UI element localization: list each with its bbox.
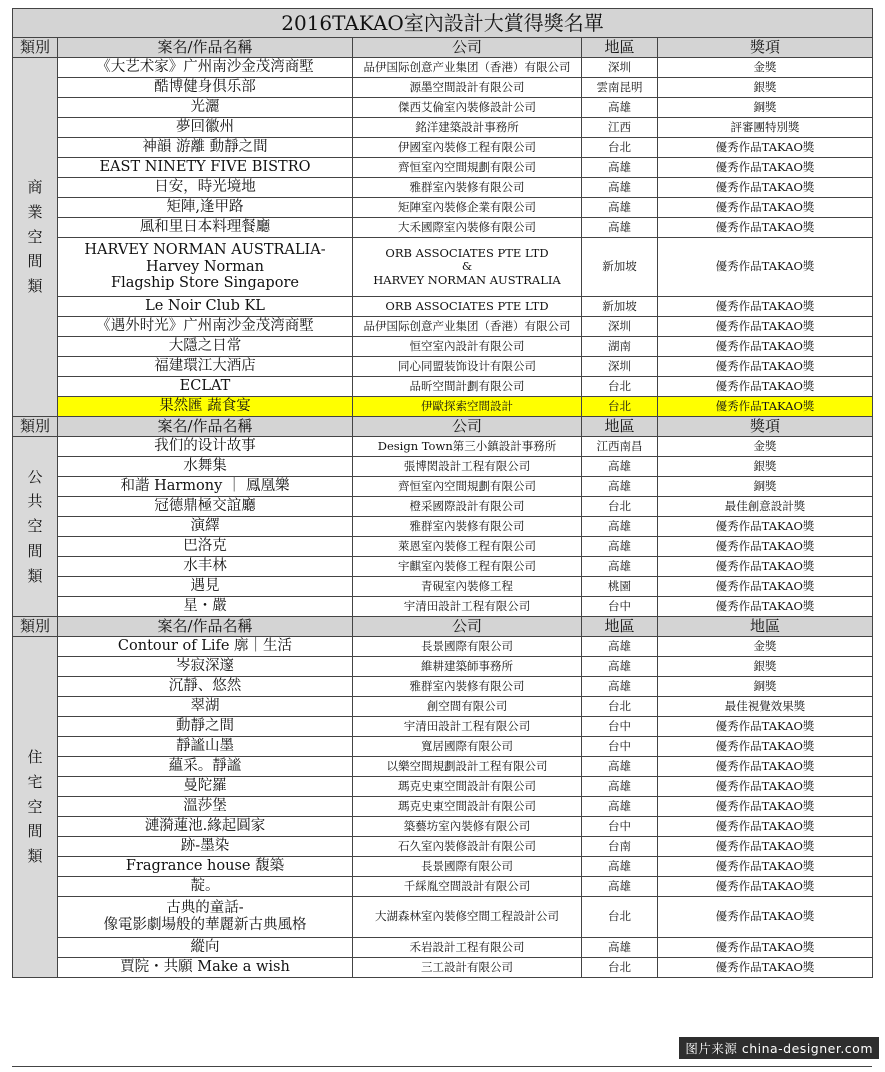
company-name: 品昕空間計劃有限公司 [353, 377, 582, 397]
header-row [13, 417, 873, 437]
category-cell [13, 58, 58, 417]
header-name: 案名/作品名稱 [58, 417, 353, 437]
entry-name [58, 238, 353, 297]
table-row [13, 58, 873, 78]
entry-name-line: HARVEY NORMAN AUSTRALIA-Harvey Norman [84, 241, 326, 275]
table-row [13, 218, 873, 238]
table-row [13, 958, 873, 978]
company-name: 萊恩室內裝修工程有限公司 [353, 537, 582, 557]
table-row [13, 477, 873, 497]
entry-name: 《大艺术家》广州南沙金茂湾商墅 [58, 58, 353, 78]
company-name: 雅群室內裝修有限公司 [353, 517, 582, 537]
entry-name: 冠德鼎極交誼廳 [58, 497, 353, 517]
table-row [13, 697, 873, 717]
header-award: 獎項 [658, 417, 873, 437]
header-row [13, 617, 873, 637]
entry-name: 和諧 Harmony ｜ 鳳凰樂 [58, 477, 353, 497]
entry-name: 溫莎堡 [58, 797, 353, 817]
company-name: 銘洋建築設計事務所 [353, 118, 582, 138]
table-row [13, 457, 873, 477]
award: 優秀作品TAKAO獎 [658, 158, 873, 178]
award: 優秀作品TAKAO獎 [658, 397, 873, 417]
header-name: 案名/作品名稱 [58, 38, 353, 58]
region: 高雄 [582, 477, 658, 497]
region: 高雄 [582, 637, 658, 657]
company-name: 寬居國際有限公司 [353, 737, 582, 757]
table-row [13, 158, 873, 178]
company-name: 青硯室內裝修工程 [353, 577, 582, 597]
company-name: ORB ASSOCIATES PTE LTD [353, 297, 582, 317]
company-name: 創空間有限公司 [353, 697, 582, 717]
region: 高雄 [582, 677, 658, 697]
award-list-sheet [12, 8, 872, 978]
award: 優秀作品TAKAO獎 [658, 517, 873, 537]
company-name [353, 238, 582, 297]
entry-name: Fragrance house 馥築 [58, 857, 353, 877]
region: 台南 [582, 837, 658, 857]
region: 高雄 [582, 218, 658, 238]
header-category: 類別 [13, 617, 58, 637]
region: 高雄 [582, 98, 658, 118]
entry-name: 演繹 [58, 517, 353, 537]
award: 優秀作品TAKAO獎 [658, 537, 873, 557]
region: 深圳 [582, 58, 658, 78]
header-region: 地區 [582, 417, 658, 437]
table-row [13, 357, 873, 377]
category-cell [13, 637, 58, 978]
header-row [13, 38, 873, 58]
entry-name: 翠湖 [58, 697, 353, 717]
table-row [13, 557, 873, 577]
entry-name: 我们的设计故事 [58, 437, 353, 457]
award: 金獎 [658, 637, 873, 657]
entry-name: Le Noir Club KL [58, 297, 353, 317]
award: 優秀作品TAKAO獎 [658, 198, 873, 218]
company-name: 雅群室內裝修有限公司 [353, 178, 582, 198]
company-name: 同心同盟装饰设计有限公司 [353, 357, 582, 377]
table-row [13, 817, 873, 837]
award: 優秀作品TAKAO獎 [658, 757, 873, 777]
region: 台北 [582, 397, 658, 417]
title-row [13, 9, 873, 38]
region: 高雄 [582, 877, 658, 897]
company-name: 築藝坊室內裝修有限公司 [353, 817, 582, 837]
region: 台北 [582, 497, 658, 517]
company-name: 三工設計有限公司 [353, 958, 582, 978]
company-name: 品伊国际创意产业集团（香港）有限公司 [353, 317, 582, 337]
award: 優秀作品TAKAO獎 [658, 597, 873, 617]
company-name: 雅群室內裝修有限公司 [353, 677, 582, 697]
entry-name: 大隱之日常 [58, 337, 353, 357]
table-row [13, 198, 873, 218]
entry-name: 蘊采。靜謐 [58, 757, 353, 777]
entry-name: 水丰林 [58, 557, 353, 577]
award: 優秀作品TAKAO獎 [658, 857, 873, 877]
entry-name: 酷博健身俱乐部 [58, 78, 353, 98]
category-label: 公共空間類 [27, 467, 43, 585]
company-name: 橙采國際設計有限公司 [353, 497, 582, 517]
award: 金獎 [658, 58, 873, 78]
award: 優秀作品TAKAO獎 [658, 797, 873, 817]
entry-name [58, 897, 353, 938]
table-row [13, 717, 873, 737]
award: 優秀作品TAKAO獎 [658, 817, 873, 837]
header-category: 類別 [13, 417, 58, 437]
award: 銀獎 [658, 457, 873, 477]
award: 優秀作品TAKAO獎 [658, 317, 873, 337]
entry-name: 巴洛克 [58, 537, 353, 557]
company-name: 張博閎設計工程有限公司 [353, 457, 582, 477]
award: 銅獎 [658, 477, 873, 497]
region: 台北 [582, 697, 658, 717]
header-award: 獎項 [658, 38, 873, 58]
award: 優秀作品TAKAO獎 [658, 297, 873, 317]
header-name: 案名/作品名稱 [58, 617, 353, 637]
region: 台中 [582, 597, 658, 617]
table-row [13, 377, 873, 397]
table-row [13, 877, 873, 897]
award: 優秀作品TAKAO獎 [658, 238, 873, 297]
region: 深圳 [582, 317, 658, 337]
table-row [13, 597, 873, 617]
table-row [13, 677, 873, 697]
company-name: 大湖森林室內裝修空間工程設計公司 [353, 897, 582, 938]
award: 最佳視覺效果獎 [658, 697, 873, 717]
company-name: 長景國際有限公司 [353, 857, 582, 877]
entry-name: 沉靜、悠然 [58, 677, 353, 697]
award: 優秀作品TAKAO獎 [658, 958, 873, 978]
table-row [13, 938, 873, 958]
entry-name: 動靜之間 [58, 717, 353, 737]
award: 優秀作品TAKAO獎 [658, 178, 873, 198]
company-name: 伊國室內裝修工程有限公司 [353, 138, 582, 158]
award: 優秀作品TAKAO獎 [658, 737, 873, 757]
region: 深圳 [582, 357, 658, 377]
table-row [13, 577, 873, 597]
table-row [13, 78, 873, 98]
award: 優秀作品TAKAO獎 [658, 377, 873, 397]
region: 高雄 [582, 777, 658, 797]
entry-name: 夢回徽州 [58, 118, 353, 138]
region: 湖南 [582, 337, 658, 357]
award: 優秀作品TAKAO獎 [658, 877, 873, 897]
company-name: 齊恒室內空間規劃有限公司 [353, 158, 582, 178]
region: 江西南昌 [582, 437, 658, 457]
header-region: 地區 [582, 617, 658, 637]
table-row [13, 437, 873, 457]
entry-name: 果然匯 蔬食宴 [58, 397, 353, 417]
award: 優秀作品TAKAO獎 [658, 717, 873, 737]
table-row [13, 178, 873, 198]
region: 高雄 [582, 757, 658, 777]
award: 優秀作品TAKAO獎 [658, 777, 873, 797]
region: 台北 [582, 138, 658, 158]
award: 優秀作品TAKAO獎 [658, 938, 873, 958]
company-name: 齊恒室內空間規劃有限公司 [353, 477, 582, 497]
table-row [13, 837, 873, 857]
page-title: 2016TAKAO室內設計大賞得獎名單 [13, 9, 873, 38]
award: 優秀作品TAKAO獎 [658, 337, 873, 357]
award-table [12, 8, 873, 978]
entry-name: 賈院・共願 Make a wish [58, 958, 353, 978]
table-row [13, 897, 873, 938]
entry-name-line: 古典的童話- [166, 900, 244, 917]
company-name: 傑西艾倫室內裝修設計公司 [353, 98, 582, 118]
award: 優秀作品TAKAO獎 [658, 557, 873, 577]
award: 銅獎 [658, 677, 873, 697]
entry-name: 跡-墨染 [58, 837, 353, 857]
company-name: 石久室內裝修設計有限公司 [353, 837, 582, 857]
award: 最佳創意設計獎 [658, 497, 873, 517]
company-name: 以樂空間規劃設計工程有限公司 [353, 757, 582, 777]
company-name: 品伊国际创意产业集团（香港）有限公司 [353, 58, 582, 78]
award: 評審團特別獎 [658, 118, 873, 138]
category-label: 商業空間類 [27, 178, 43, 296]
award: 優秀作品TAKAO獎 [658, 138, 873, 158]
header-company: 公司 [353, 417, 582, 437]
region: 台中 [582, 717, 658, 737]
table-row [13, 238, 873, 297]
entry-name: 靛。 [58, 877, 353, 897]
region: 台北 [582, 377, 658, 397]
header-category: 類別 [13, 38, 58, 58]
company-name: 源墨空間設計有限公司 [353, 78, 582, 98]
region: 高雄 [582, 158, 658, 178]
table-row [13, 397, 873, 417]
header-region: 地區 [582, 38, 658, 58]
entry-name: 靜謐山墨 [58, 737, 353, 757]
table-row [13, 777, 873, 797]
region: 高雄 [582, 938, 658, 958]
entry-name: 漣漪蓮池.緣起圓家 [58, 817, 353, 837]
table-row [13, 757, 873, 777]
header-company: 公司 [353, 617, 582, 637]
region: 高雄 [582, 857, 658, 877]
entry-name: 《遇外时光》广州南沙金茂湾商墅 [58, 317, 353, 337]
award: 優秀作品TAKAO獎 [658, 897, 873, 938]
table-row [13, 737, 873, 757]
award: 銅獎 [658, 98, 873, 118]
region: 江西 [582, 118, 658, 138]
award: 優秀作品TAKAO獎 [658, 577, 873, 597]
region: 新加坡 [582, 238, 658, 297]
entry-name: 遇見 [58, 577, 353, 597]
table-row [13, 118, 873, 138]
region: 高雄 [582, 557, 658, 577]
entry-name: 曼陀羅 [58, 777, 353, 797]
entry-name-line: 像電影劇場般的華麗新古典風格 [103, 917, 307, 933]
entry-name: 光灑 [58, 98, 353, 118]
award: 金獎 [658, 437, 873, 457]
entry-name: Contour of Life 廓｜生活 [58, 637, 353, 657]
award: 銀獎 [658, 78, 873, 98]
award: 優秀作品TAKAO獎 [658, 357, 873, 377]
region: 高雄 [582, 517, 658, 537]
region: 高雄 [582, 537, 658, 557]
table-row [13, 637, 873, 657]
entry-name: 縱向 [58, 938, 353, 958]
entry-name: 岑寂深邃 [58, 657, 353, 677]
company-name: 瑪克史東空間設計有限公司 [353, 797, 582, 817]
table-row [13, 537, 873, 557]
region: 新加坡 [582, 297, 658, 317]
header-company: 公司 [353, 38, 582, 58]
region: 高雄 [582, 198, 658, 218]
entry-name: 風和里日本料理餐廳 [58, 218, 353, 238]
entry-name: 星・嚴 [58, 597, 353, 617]
table-row [13, 797, 873, 817]
award: 優秀作品TAKAO獎 [658, 218, 873, 238]
entry-name: 矩陣,逢甲路 [58, 198, 353, 218]
entry-name: EAST NINETY FIVE BISTRO [58, 158, 353, 178]
entry-name-line: Flagship Store Singapore [111, 275, 299, 292]
region: 台北 [582, 897, 658, 938]
table-row [13, 657, 873, 677]
company-name: 維耕建築師事務所 [353, 657, 582, 677]
company-name: 宇麒室內裝修工程有限公司 [353, 557, 582, 577]
company-name: 瑪克史東空間設計有限公司 [353, 777, 582, 797]
entry-name: 神韻 游離 動靜之間 [58, 138, 353, 158]
region: 台中 [582, 737, 658, 757]
category-cell [13, 437, 58, 617]
award: 銀獎 [658, 657, 873, 677]
region: 高雄 [582, 657, 658, 677]
header-award: 地區 [658, 617, 873, 637]
entry-name: ECLAT [58, 377, 353, 397]
table-row [13, 297, 873, 317]
company-name-line: & [461, 259, 473, 274]
region: 雲南昆明 [582, 78, 658, 98]
company-name-line: HARVEY NORMAN AUSTRALIA [373, 272, 561, 287]
company-name: 伊歐探索空間設計 [353, 397, 582, 417]
entry-name: 福建環江大酒店 [58, 357, 353, 377]
table-row [13, 337, 873, 357]
region: 高雄 [582, 457, 658, 477]
company-name: 大禾國際室內裝修有限公司 [353, 218, 582, 238]
company-name: Design Town第三小鎮設計事務所 [353, 437, 582, 457]
table-row [13, 98, 873, 118]
category-label: 住宅空間類 [27, 748, 43, 866]
table-row [13, 317, 873, 337]
entry-name: 日安，時光境地 [58, 178, 353, 198]
watermark: 图片来源 china-designer.com [679, 1037, 879, 1059]
company-name: 宇清田設計工程有限公司 [353, 597, 582, 617]
company-name: 長景國際有限公司 [353, 637, 582, 657]
company-name: 宇清田設計工程有限公司 [353, 717, 582, 737]
table-row [13, 517, 873, 537]
table-row [13, 857, 873, 877]
cut-off-row [12, 1066, 872, 1072]
company-name: 矩陣室內裝修企業有限公司 [353, 198, 582, 218]
region: 高雄 [582, 797, 658, 817]
award: 優秀作品TAKAO獎 [658, 837, 873, 857]
region: 台中 [582, 817, 658, 837]
company-name-line: ORB ASSOCIATES PTE LTD [385, 246, 549, 261]
table-row [13, 497, 873, 517]
table-row [13, 138, 873, 158]
region: 台北 [582, 958, 658, 978]
region: 高雄 [582, 178, 658, 198]
company-name: 千綵胤空間設計有限公司 [353, 877, 582, 897]
entry-name: 水舞集 [58, 457, 353, 477]
company-name: 禾岩設計工程有限公司 [353, 938, 582, 958]
company-name: 恒空室內設計有限公司 [353, 337, 582, 357]
region: 桃園 [582, 577, 658, 597]
